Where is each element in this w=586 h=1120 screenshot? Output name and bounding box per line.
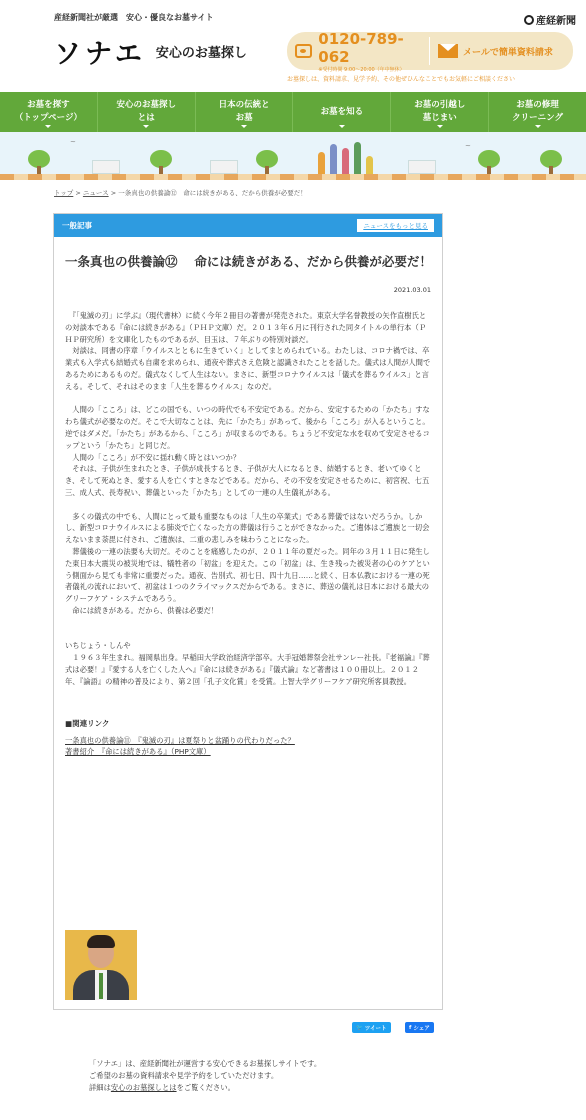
- breadcrumb-separator: >: [75, 189, 81, 197]
- tree-icon: [256, 150, 278, 174]
- phone-number[interactable]: 0120-789-062: [318, 29, 404, 66]
- footer-line: 「ソナエ」は、産経新聞社が運営する安心できるお墓探しサイトです。: [89, 1059, 322, 1068]
- nav-label: （トップページ）: [14, 113, 83, 123]
- nav-label: クリーニング: [512, 113, 563, 123]
- nav-label: お墓の引越し: [414, 100, 466, 110]
- nav-label: 日本の伝統と: [218, 100, 270, 110]
- logo-area[interactable]: [54, 32, 247, 71]
- facebook-share-button[interactable]: [405, 1022, 434, 1033]
- nav-label: お墓の修理: [516, 100, 559, 110]
- person-icon: [366, 156, 373, 174]
- phone-icon: [295, 44, 312, 58]
- breadcrumb: [0, 180, 586, 204]
- related-link[interactable]: 著書紹介 『命には続きがある』（PHP文庫）: [65, 746, 211, 756]
- sankei-logo[interactable]: [524, 12, 576, 27]
- phone-hours: ※受付時間 9:00〜20:00（年中無休）: [318, 66, 405, 73]
- person-icon: [330, 144, 337, 174]
- road-stripe: [0, 174, 586, 180]
- nav-item-top[interactable]: [0, 92, 97, 132]
- contact-box: [287, 29, 573, 73]
- article-category: 一般記事: [62, 221, 92, 230]
- article-title: 一条真也の供養論⑫ 命には続きがある、だから供養が必要だ！: [65, 254, 432, 269]
- nav-label: 墓じまい: [422, 113, 457, 123]
- article-card-header: [54, 214, 442, 237]
- main-nav: [0, 92, 586, 132]
- tweet-label: ツイート: [364, 1025, 387, 1032]
- bird-icon: ~: [70, 138, 76, 146]
- about-link[interactable]: 安心のお墓探しとは: [110, 1083, 177, 1092]
- nav-item-relocation[interactable]: [390, 92, 488, 132]
- related-links-list: [65, 735, 442, 757]
- article-body: 『「鬼滅の刃」に学ぶ』（現代書林）に続く今年２冊目の著書が発売された。東京大学名誉教授の矢作直樹氏との対談本である『命には続きがある』（ＰＨＰ文庫）だ。２０１３年６月に刊行された同タイトルの単行本（ＰＨＰ研究所）を文庫化したものであるが、目玉は、７年ぶりの特別対談だ。 対談は、同書の序章「ウイルスとともに生きていく」としてまとめられている。わたしは、コロナ禍では、卒業式も入学式も結婚式も自粛を求められ、通夜や葬式さえ危険と認識されたことを話した。儀式は人間が人間であるためにあるものだ。儀式なくして人生はない。まさに、新型コロナウイルスは「儀式を葬るウイルス」と言える。そして、それはそのまま「人生を葬るウイルス」なのだ。 人間の「こころ」は、どこの国でも、いつの時代でも不安定である。だから、安定するための「かたち」すなわち儀式が必要なのだ。そこで大切なことは、先に「かたち」があって、後から「こころ」が入るということ。逆ではダメだ。「かたち」があるから、「こころ」が収まるのである。ちょうど不安定な水を収めて安定させるコップという「かたち」と同じだ。 人間の「こころ」が不安に揺れ動く時とはいつか？ それは、子供が生まれたとき、子供が成長するとき、子供が大人になるとき、結婚するとき、老いてゆくとき、そして死ぬとき、愛する人を亡くすときなどである。だから、その不安を安定させるために、初宮祝、七五三、成人式、長寿祝い、葬儀といった「かたち」としての一連の人生儀礼がある。 多くの儀式の中でも、人間にとって最も重要なものは「人生の卒業式」である葬儀ではないだろうか。しかし、新型コロナウイルスによる肺炎で亡くなった方の葬儀は行うことができなかった。ご遺体はご遺族と一切会えないまま荼毘に付され、ご遺族は、二重の悲しみを味わうことになった。 葬儀後の一連の法要も大切だ。そのことを痛感したのが、２０１１年の夏だった。同年の３月１１日に発生した東日本大震災の被災地では、犠牲者の「初盆」を迎えた。この「初盆」は、生き残った被災者の心のケアという側面から見ても非常に重要だった。通夜、告別式、初七日、四十九日……と続く、日本仏教における一連の死者儀礼の流れにおいて、初盆は１つのクライマックスだからである。まさに、葬送の儀礼は日本における最大のグリーフケア・システムであろう。 命には続きがある。だから、供養は必要だ！ いちじょう・しんや １９６３年生まれ。福岡県出身。早稲田大学政治経済学部卒。大手冠婚葬祭会社サンレー社長。『老福論』『葬式は必要！』『愛する人を亡くした人へ』『命には続きがある』『儀式論』など著書は１００冊以上。２０１２年、『論語』の精神の普及により、第２回「孔子文化賞」を受賞。上智大学グリーフケア研究所客員教授。: [65, 311, 431, 686]
- related-links-heading: ■関連リンク: [65, 718, 110, 728]
- nav-item-about[interactable]: [97, 92, 195, 132]
- breadcrumb-separator: >: [110, 189, 117, 197]
- person-icon: [342, 148, 349, 174]
- tree-icon: [478, 150, 500, 174]
- house-icon: [210, 160, 238, 174]
- nav-item-tradition[interactable]: [195, 92, 293, 132]
- twitter-bird-icon: 🐦: [356, 1024, 365, 1031]
- tree-icon: [150, 150, 172, 174]
- facebook-icon: f: [409, 1024, 414, 1031]
- footer-text: をご覧ください。: [176, 1083, 235, 1092]
- site-header: [0, 0, 586, 92]
- article-card: [53, 213, 443, 1010]
- house-icon: [92, 160, 120, 174]
- footer-line: ご希望のお墓の資料請求や見学予約をしていただけます。: [89, 1071, 279, 1080]
- sankei-mark-icon: [524, 15, 534, 25]
- bird-icon: ~: [465, 142, 471, 150]
- phone-contact[interactable]: [287, 29, 429, 73]
- more-news-link[interactable]: ニュースをもっと見る: [357, 219, 434, 232]
- tweet-button[interactable]: [352, 1022, 391, 1033]
- mail-request-button[interactable]: [430, 32, 573, 70]
- author-portrait: [65, 930, 137, 1000]
- illustration-banner: [0, 132, 586, 180]
- tree-icon: [28, 150, 50, 174]
- sankei-logo-text: 産経新聞: [536, 16, 576, 27]
- nav-label: お墓を探す: [27, 100, 70, 110]
- article-date: 2021.03.01: [393, 286, 431, 294]
- footer-line: [89, 1082, 321, 1094]
- nav-label: お墓: [235, 113, 253, 123]
- facebook-share-label: シェア: [413, 1025, 430, 1032]
- nav-item-learn[interactable]: [292, 92, 390, 132]
- nav-label: お墓を知る: [320, 106, 364, 117]
- site-tagline: 産経新聞社が厳選 安心・優良なお墓サイト: [54, 13, 214, 22]
- breadcrumb-top-link[interactable]: トップ: [54, 189, 74, 197]
- breadcrumb-current: 一条真也の供養論⑫ 命には続きがある、だから供養が必要だ！: [118, 189, 307, 197]
- header-note: お墓探しは、資料請求、見学予約、その他ぜひんなことでもお気軽にご相談ください: [287, 76, 516, 83]
- related-link[interactable]: 一条真也の供養論⑪ 『鬼滅の刃』は夏祭りと盆踊りの代わりだった？: [65, 735, 295, 745]
- site-logo[interactable]: ソナエ: [54, 39, 146, 70]
- footer-text: 詳細は: [89, 1083, 111, 1092]
- site-logo-subtitle: 安心のお墓探し: [155, 46, 247, 61]
- mail-request-label: メールで簡単資料請求: [463, 47, 553, 58]
- house-icon: [408, 160, 436, 174]
- person-icon: [354, 142, 361, 174]
- nav-label: とは: [137, 113, 155, 123]
- nav-item-repair[interactable]: [488, 92, 586, 132]
- person-icon: [318, 152, 325, 174]
- mail-icon: [438, 44, 458, 58]
- footer-note: [89, 1058, 321, 1094]
- tree-icon: [540, 150, 562, 174]
- breadcrumb-news-link[interactable]: ニュース: [82, 189, 109, 197]
- nav-label: 安心のお墓探し: [116, 100, 176, 110]
